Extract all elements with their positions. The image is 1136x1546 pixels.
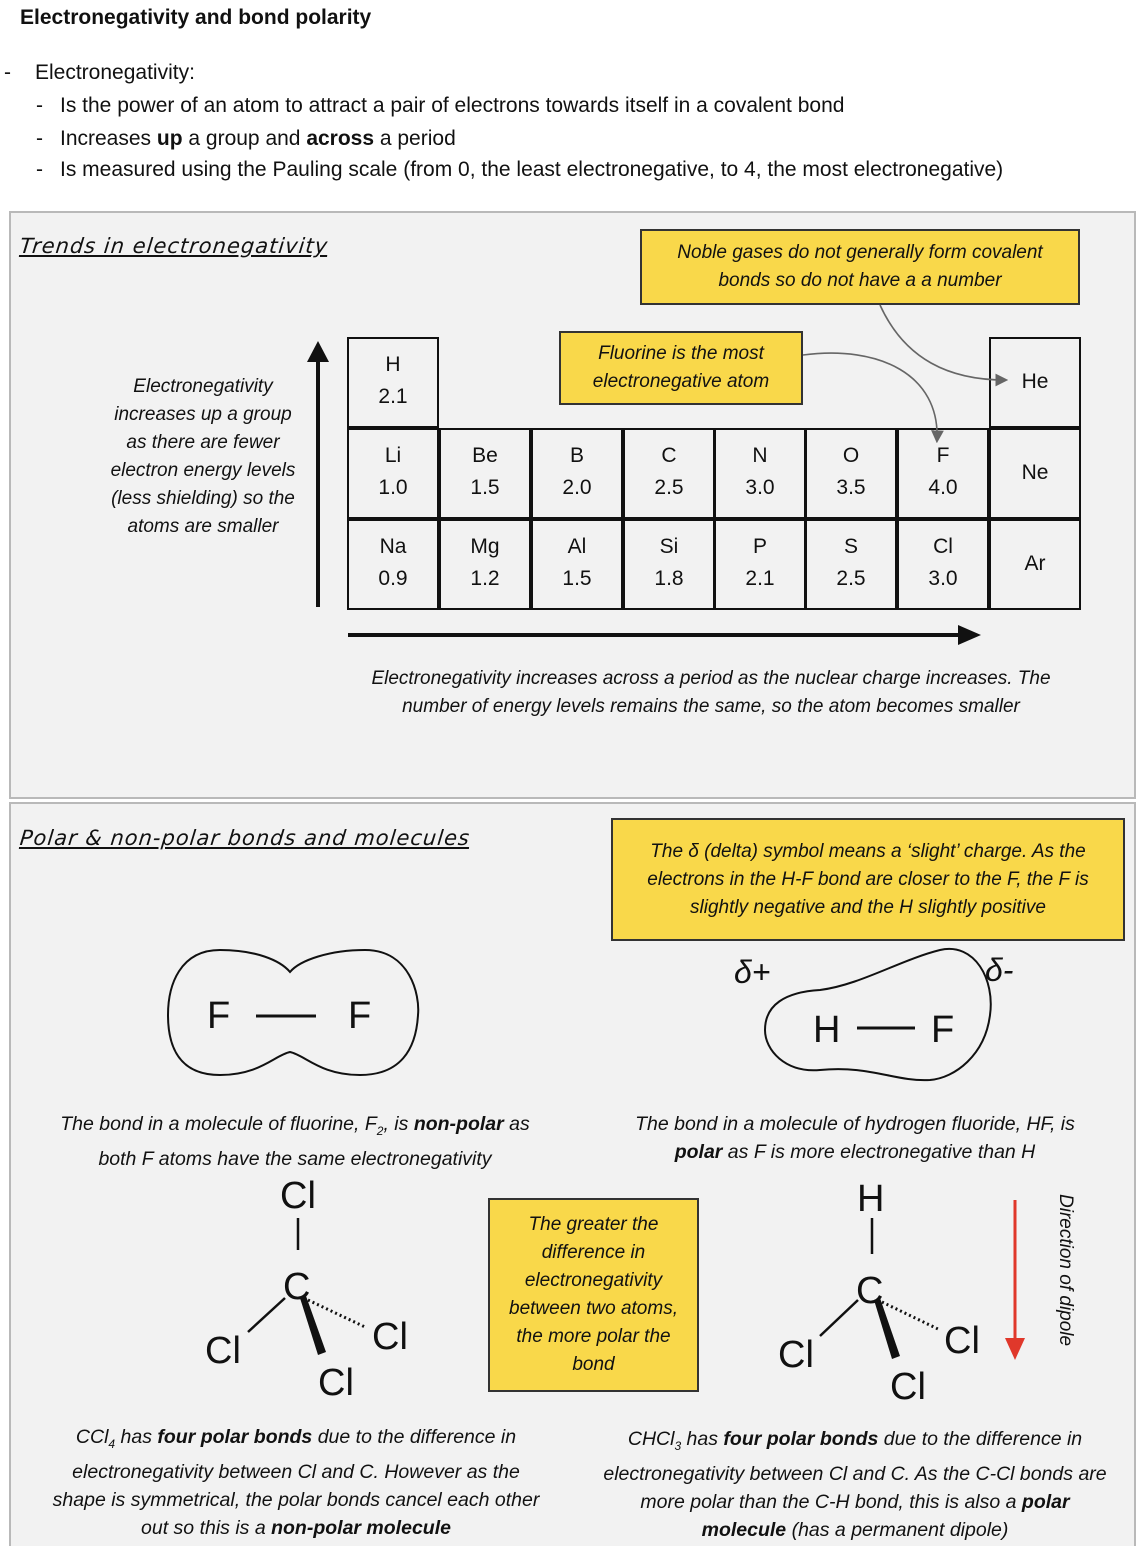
- element-cell-Al: Al 1.5: [531, 519, 623, 610]
- hf-caption: The bond in a molecule of hydrogen fluoride, HF, is polar as F is more electronegative than H: [635, 1113, 1075, 1163]
- f2-caption: The bond in a molecule of fluorine, $F_2$, is non-polar as both F atoms have the same electronegativity: [60, 1113, 530, 1170]
- greater-difference-note: The greater the difference in electronegativity between two atoms, the more polar the bond: [488, 1198, 699, 1392]
- element-cell-Ar: Ar: [989, 519, 1081, 610]
- delta-minus-label: δ-: [985, 952, 1014, 988]
- fluorine-note: Fluorine is the most electronegative atom: [559, 331, 803, 405]
- element-cell-N: N 3.0: [714, 428, 806, 519]
- chcl3-caption: CHCl$_3$ has four polar bonds due to the difference in electronegativity between Cl and C. As the C-Cl bonds are more polar than the C-H bond, this is also a polar molecule (has a permanent dipole): [603, 1428, 1107, 1541]
- element-cell-S: S 2.5: [805, 519, 897, 610]
- element-cell-Li: Li 1.0: [347, 428, 439, 519]
- chcl3-cl-left: Cl: [778, 1334, 814, 1376]
- element-cell-Ne: Ne: [989, 428, 1081, 519]
- tetrahedral-structures: [0, 1170, 1136, 1420]
- element-cell-Si: Si 1.8: [623, 519, 715, 610]
- element-cell-F: F 4.0: [897, 428, 989, 519]
- chcl3-h-top: H: [857, 1178, 885, 1220]
- hf-atom-f: F: [931, 1009, 955, 1051]
- element-cell-Na: Na 0.9: [347, 519, 439, 610]
- element-cell-H: H 2.1: [347, 337, 439, 428]
- element-cell-Mg: Mg 1.2: [439, 519, 531, 610]
- trends-heading: Trends in electronegativity: [18, 234, 330, 258]
- molecule-outlines: [0, 940, 1136, 1110]
- hf-electron-cloud: [765, 949, 991, 1080]
- f2-atom-right: F: [348, 995, 372, 1037]
- delta-note: The δ (delta) symbol means a ‘slight’ charge. As the electrons in the H-F bond are closer to the F, the F is slightly negative and the H slightly positive: [611, 818, 1125, 941]
- polarity-heading: Polar & non-polar bonds and molecules: [18, 826, 472, 850]
- ccl4-cl-bottom: Cl: [318, 1362, 354, 1404]
- ccl4-caption: CCl$_4$ has four polar bonds due to the difference in electronegativity between Cl and C. However as the shape is symmetrical, the polar bonds cancel each other out so this is a non-polar molecule: [52, 1426, 540, 1539]
- chcl3-cl-right: Cl: [944, 1320, 980, 1362]
- element-cell-Be: Be 1.5: [439, 428, 531, 519]
- element-cell-Cl: Cl 3.0: [897, 519, 989, 610]
- chcl3-c: C: [856, 1270, 884, 1312]
- element-cell-O: O 3.5: [805, 428, 897, 519]
- delta-plus-label: δ+: [734, 954, 771, 990]
- element-cell-C: C 2.5: [623, 428, 715, 519]
- ccl4-cl-left: Cl: [205, 1330, 241, 1372]
- ccl4-cl-right: Cl: [372, 1316, 408, 1358]
- hf-atom-h: H: [813, 1009, 841, 1051]
- dipole-label: Direction of dipole: [1055, 1194, 1076, 1347]
- fluorine-connector: [803, 353, 937, 440]
- f2-atom-left: F: [207, 995, 231, 1037]
- page-title: Electronegativity and bond polarity: [20, 6, 372, 29]
- ccl4-cl-top: Cl: [280, 1175, 316, 1217]
- element-cell-He: He: [989, 337, 1081, 428]
- up-arrow: [307, 341, 329, 607]
- across-period-explanation: Electronegativity increases across a period as the nuclear charge increases. The number of energy levels remains the same, so the atom becomes smaller: [371, 668, 1051, 717]
- noble-gases-note: Noble gases do not generally form covalent bonds so do not have a a number: [640, 229, 1080, 305]
- dipole-arrow: [1005, 1200, 1025, 1360]
- across-arrow: [348, 625, 981, 645]
- chcl3-cl-bottom: Cl: [890, 1366, 926, 1408]
- ccl4-c: C: [283, 1266, 311, 1308]
- element-cell-P: P 2.1: [714, 519, 806, 610]
- chcl3-bond-left: [820, 1300, 858, 1336]
- ccl4-bond-dash: [308, 1300, 365, 1327]
- chcl3-bond-dash: [882, 1302, 940, 1330]
- element-cell-B: B 2.0: [531, 428, 623, 519]
- ccl4-bond-left: [248, 1298, 285, 1332]
- f2-electron-cloud: [168, 950, 418, 1075]
- up-group-explanation: Electronegativity increases up a group as there are fewer electron energy levels (less shielding) so the atoms are smaller: [110, 376, 296, 537]
